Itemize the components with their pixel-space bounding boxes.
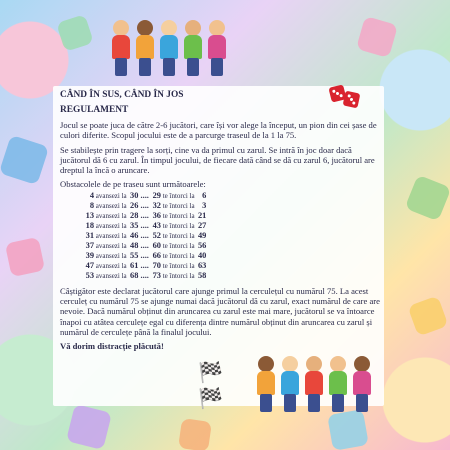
decorative-cube bbox=[178, 418, 212, 450]
obstacle-second: 66 bbox=[152, 250, 161, 260]
obstacle-to: 35 bbox=[130, 220, 139, 230]
decorative-cube bbox=[407, 295, 448, 336]
obstacle-back: 40 bbox=[197, 250, 207, 260]
obstacles-table bbox=[84, 191, 382, 281]
obstacle-advance-text: avansezi la bbox=[94, 231, 129, 240]
obstacle-row bbox=[84, 271, 382, 281]
obstacle-separator: .... bbox=[138, 220, 151, 230]
obstacle-second: 70 bbox=[152, 260, 161, 270]
obstacle-advance-text: avansezi la bbox=[94, 191, 129, 200]
obstacle-from: 31 bbox=[85, 230, 94, 240]
decorative-cube bbox=[5, 237, 45, 277]
obstacle-from: 18 bbox=[85, 220, 94, 230]
obstacle-from: 4 bbox=[89, 190, 94, 200]
obstacle-separator: .... bbox=[138, 260, 151, 270]
obstacle-back: 3 bbox=[202, 200, 207, 210]
obstacle-advance-text: avansezi la bbox=[94, 271, 129, 280]
child-figure bbox=[255, 356, 277, 416]
obstacle-back: 63 bbox=[197, 260, 207, 270]
child-figure bbox=[182, 20, 204, 80]
obstacle-to: 48 bbox=[130, 240, 139, 250]
obstacle-back: 6 bbox=[202, 190, 207, 200]
obstacle-advance-text: avansezi la bbox=[94, 261, 129, 270]
obstacle-back-text: te întorci la bbox=[160, 251, 197, 260]
obstacle-separator: .... bbox=[138, 190, 151, 200]
obstacle-to: 26 bbox=[130, 200, 139, 210]
obstacle-back-text: te întorci la bbox=[160, 271, 197, 280]
obstacle-to: 68 bbox=[130, 270, 139, 280]
children-illustration-bottom bbox=[255, 356, 373, 416]
obstacle-from: 39 bbox=[85, 250, 94, 260]
decorative-cube bbox=[0, 135, 49, 185]
obstacle-back-text: te întorci la bbox=[160, 231, 197, 240]
obstacle-from: 47 bbox=[85, 260, 94, 270]
decorative-cube bbox=[405, 175, 450, 222]
obstacle-second: 32 bbox=[152, 200, 161, 210]
child-figure bbox=[303, 356, 325, 416]
obstacle-second: 73 bbox=[152, 270, 161, 280]
obstacle-to: 55 bbox=[130, 250, 139, 260]
obstacle-advance-text: avansezi la bbox=[94, 251, 129, 260]
obstacle-row bbox=[84, 261, 382, 271]
obstacle-separator: .... bbox=[138, 240, 151, 250]
obstacle-row bbox=[84, 221, 382, 231]
obstacle-second: 60 bbox=[152, 240, 161, 250]
child-figure bbox=[327, 356, 349, 416]
obstacle-separator: .... bbox=[138, 210, 151, 220]
obstacle-to: 28 bbox=[130, 210, 139, 220]
child-figure bbox=[279, 356, 301, 416]
decorative-cube bbox=[66, 404, 112, 450]
obstacle-back-text: te întorci la bbox=[160, 211, 197, 220]
obstacle-back-text: te întorci la bbox=[160, 261, 197, 270]
decorative-cube bbox=[356, 16, 398, 58]
obstacle-back-text: te întorci la bbox=[160, 191, 197, 200]
obstacle-row bbox=[84, 191, 382, 201]
obstacle-row bbox=[84, 251, 382, 261]
obstacle-row bbox=[84, 241, 382, 251]
child-figure bbox=[134, 20, 156, 80]
child-figure bbox=[110, 20, 132, 80]
obstacle-back-text: te întorci la bbox=[160, 201, 197, 210]
obstacle-second: 36 bbox=[152, 210, 161, 220]
game-title: CÂND ÎN SUS, CÂND ÎN JOS bbox=[60, 90, 184, 100]
obstacle-separator: .... bbox=[138, 230, 151, 240]
obstacle-back: 27 bbox=[197, 220, 207, 230]
obstacle-back: 58 bbox=[197, 270, 207, 280]
obstacle-separator: .... bbox=[138, 200, 151, 210]
rules-paragraph-2: Se stabilește prin tragere la sorți, cine va da primul cu zarul. Se intră în joc doar dacă jucătorul dă 6 cu zarul. În timpul jocului, de fiecare dată când se dă cu zarul 6, jucătorul are dreptul la încă o aruncare. bbox=[60, 144, 375, 176]
obstacle-back-text: te întorci la bbox=[160, 241, 197, 250]
rules-paragraph-3: Câștigător este declarat jucătorul care ajunge primul la cerculețul cu numărul 75. La acest cerculeț cu numărul 75 se ajunge numai dacă jucătorul dă cu zarul, exact numărul de care are nevoie. Dacă numărul obținut din aruncarea cu zarul este mai mare, jucătorul se va întoarce înapoi cu atâtea cerculețe egal cu diferența dintre numărul obținut din aruncarea cu zarul și numărul de cerculețe până la finalul jocului. bbox=[60, 285, 380, 337]
obstacle-second: 52 bbox=[152, 230, 161, 240]
obstacle-back: 49 bbox=[197, 230, 207, 240]
obstacle-to: 46 bbox=[130, 230, 139, 240]
obstacle-back: 56 bbox=[197, 240, 207, 250]
obstacle-advance-text: avansezi la bbox=[94, 221, 129, 230]
obstacle-separator: .... bbox=[138, 270, 151, 280]
obstacle-from: 37 bbox=[85, 240, 94, 250]
children-illustration-top bbox=[110, 20, 228, 80]
obstacle-back-text: te întorci la bbox=[160, 221, 197, 230]
child-figure bbox=[206, 20, 228, 80]
obstacle-from: 13 bbox=[85, 210, 94, 220]
obstacle-advance-text: avansezi la bbox=[94, 201, 129, 210]
child-figure bbox=[351, 356, 373, 416]
obstacle-row bbox=[84, 211, 382, 221]
obstacle-to: 30 bbox=[130, 190, 139, 200]
obstacle-from: 8 bbox=[89, 200, 94, 210]
obstacle-separator: .... bbox=[138, 250, 151, 260]
obstacle-advance-text: avansezi la bbox=[94, 211, 129, 220]
rules-paragraph-1: Jocul se poate juca de către 2-6 jucători, care își vor alege la început, un pion din cei șase de culori diferite. Scopul jocului este de a parcurge traseul de la 1 la 75. bbox=[60, 120, 377, 141]
obstacle-to: 61 bbox=[130, 260, 139, 270]
obstacle-back: 21 bbox=[197, 210, 207, 220]
obstacle-second: 43 bbox=[152, 220, 161, 230]
obstacle-from: 53 bbox=[85, 270, 94, 280]
obstacle-row bbox=[84, 231, 382, 241]
obstacle-second: 29 bbox=[152, 190, 161, 200]
closing-motto: Vă dorim distracție plăcută! bbox=[60, 341, 164, 352]
obstacle-advance-text: avansezi la bbox=[94, 241, 129, 250]
rules-content bbox=[60, 90, 382, 352]
rules-heading: REGULAMENT bbox=[60, 105, 129, 115]
obstacles-heading: Obstacolele de pe traseu sunt următoarele: bbox=[60, 179, 206, 190]
child-figure bbox=[158, 20, 180, 80]
decorative-cube bbox=[56, 14, 94, 52]
obstacle-row bbox=[84, 201, 382, 211]
checkered-flags-icon: 🏁🏁 bbox=[198, 362, 223, 410]
